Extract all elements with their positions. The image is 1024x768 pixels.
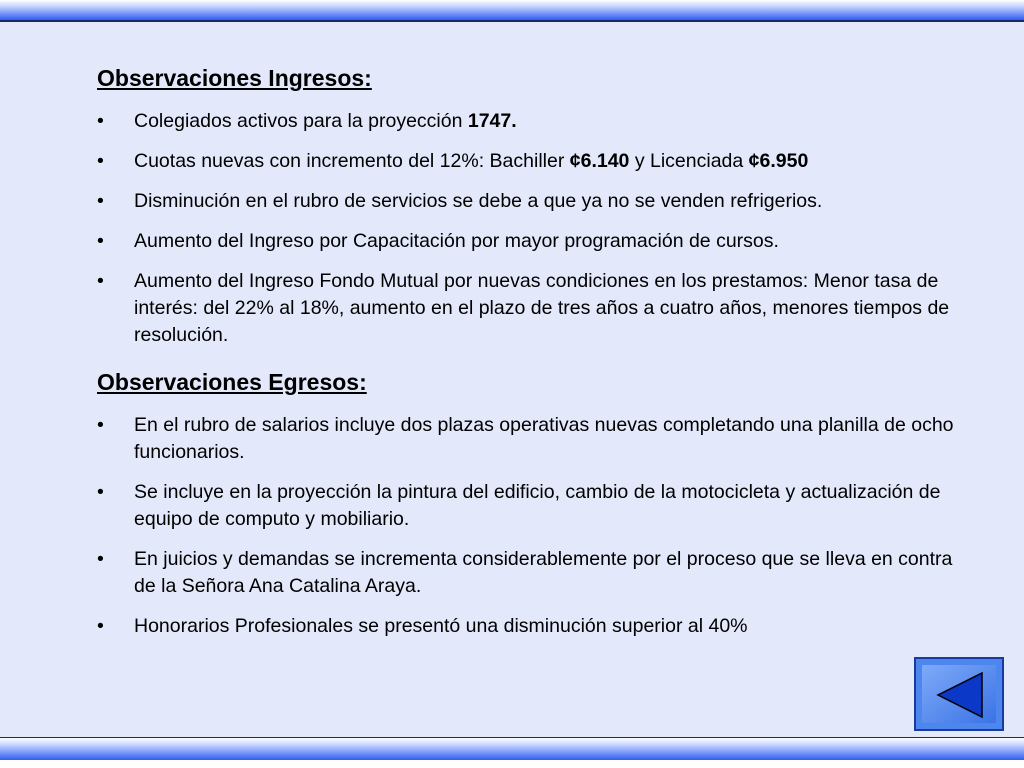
highlighted-value: ¢6.140 xyxy=(569,150,630,172)
list-item xyxy=(97,479,957,533)
item-text: Honorarios Profesionales se presentó una disminución superior al 40% xyxy=(134,615,748,637)
egresos-list xyxy=(97,412,957,640)
bullet-dot: • xyxy=(97,190,104,212)
bullet-dot: • xyxy=(97,615,104,637)
bullet-dot: • xyxy=(97,270,104,292)
item-text: y Licenciada xyxy=(629,150,749,172)
item-text: Cuotas nuevas con incremento del 12%: Bachiller xyxy=(134,150,570,172)
item-text: Disminución en el rubro de servicios se debe a que ya no se venden refrigerios. xyxy=(134,190,823,212)
list-item xyxy=(97,228,957,255)
bottom-strip xyxy=(0,760,1024,768)
item-text: Se incluye en la proyección la pintura del edificio, cambio de la motocicleta y actualización de equipo de computo y mobiliario. xyxy=(134,481,941,530)
egresos-heading: Observaciones Egresos: xyxy=(97,369,367,395)
item-text: Colegiados activos para la proyección xyxy=(134,110,468,132)
previous-slide-button[interactable] xyxy=(914,657,1004,731)
top-band xyxy=(0,0,1024,20)
list-item xyxy=(97,546,957,600)
highlighted-value: 1747. xyxy=(467,110,517,132)
slide-content xyxy=(97,58,957,653)
bullet-dot: • xyxy=(97,548,104,570)
item-text: En el rubro de salarios incluye dos plazas operativas nuevas completando una planilla de ocho funcionarios. xyxy=(134,414,954,463)
item-text: Aumento del Ingreso por Capacitación por mayor programación de cursos. xyxy=(134,230,779,252)
list-item xyxy=(97,188,957,215)
bullet-dot: • xyxy=(97,230,104,252)
item-text: En juicios y demandas se incrementa considerablemente por el proceso que se lleva en contra de la Señora Ana Catalina Araya. xyxy=(134,548,953,597)
list-item xyxy=(97,148,957,175)
highlighted-value: ¢6.950 xyxy=(748,150,809,172)
bullet-dot: • xyxy=(97,110,104,132)
bullet-dot: • xyxy=(97,414,104,436)
ingresos-heading: Observaciones Ingresos: xyxy=(97,65,372,91)
list-item xyxy=(97,108,957,135)
item-text: Aumento del Ingreso Fondo Mutual por nuevas condiciones en los prestamos: Menor tasa de interés: del 22% al 18%, aumento en el plazo de tres años a cuatro años, menores tiempos de resolución. xyxy=(134,270,950,346)
bullet-dot: • xyxy=(97,481,104,503)
back-arrow-icon xyxy=(930,669,990,721)
top-divider xyxy=(0,20,1024,22)
list-item xyxy=(97,412,957,466)
bottom-band xyxy=(0,738,1024,760)
list-item xyxy=(97,613,957,640)
list-item xyxy=(97,268,957,349)
ingresos-list xyxy=(97,108,957,349)
bullet-dot: • xyxy=(97,150,104,172)
